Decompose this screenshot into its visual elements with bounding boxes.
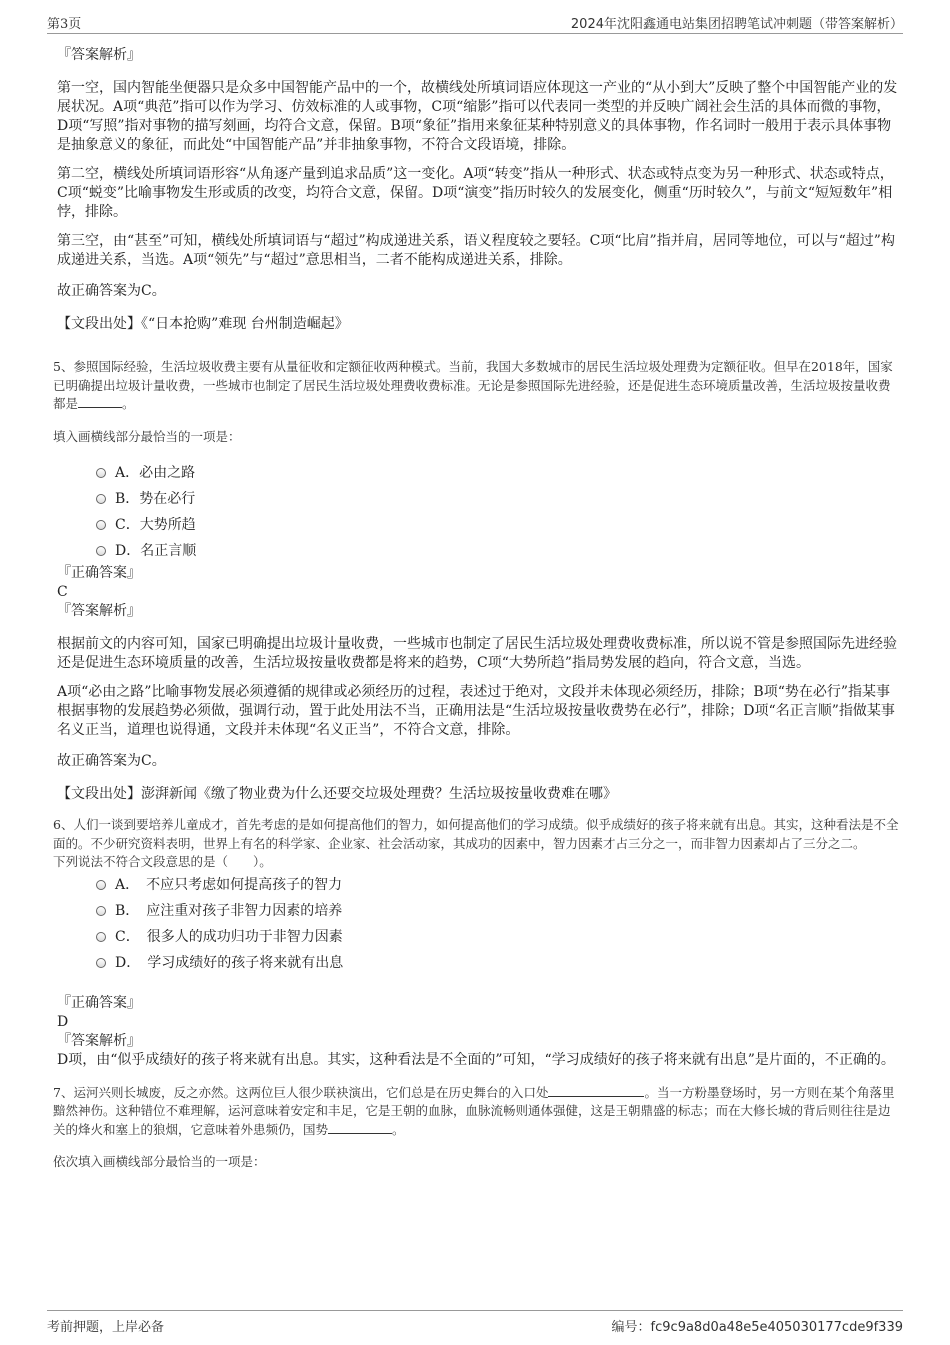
q4-analysis-p2: 第二空，横线处所填词语形容“从角逐产量到追求品质”这一变化。A项“转变”指从一种形式、状态或特点变为另一种形式、状态或特点，C项“蜕变”比喻事物发生形或质的改变，均符合文意，保留。D项“演变”指历时较久的发展变化，侧重“历时较久”，与前文“短短数年”相悖，排除。 <box>57 166 894 220</box>
q6-option-b[interactable]: B． 应注重对孩子非智力因素的培养 <box>96 898 900 924</box>
q5-option-b[interactable]: B．势在必行 <box>96 486 900 512</box>
q7-prompt: 依次填入画横线部分最恰当的一项是： <box>53 1154 266 1169</box>
q5-analysis-p1: 根据前文的内容可知，国家已明确提出垃圾计量收费，一些城市也制定了居民生活垃圾处理费收费标准，所以说不管是参照国际先进经验还是促进生态环境质量的改善，生活垃圾按量收费都是将来的趋势，C项“大势所趋”指局势发展的趋向，符合文意，当选。 <box>57 636 897 671</box>
q5-option-c[interactable]: C．大势所趋 <box>96 512 900 538</box>
q6-prompt: 下列说法不符合文段意思的是（ ）。 <box>53 854 272 869</box>
q6-analysis-p1: D项，由“似乎成绩好的孩子将来就有出息。其实，这种看法是不全面的”可知，“学习成绩好的孩子将来就有出息”是片面的，不正确的。 <box>57 1051 895 1068</box>
footer-code: 编号：fc9c9a8d0a48e5e405030177cde9f339 <box>611 1320 903 1335</box>
page-number: 第3页 <box>47 17 82 32</box>
q5-options <box>96 460 900 564</box>
q4-analysis-p3: 第三空，由“甚至”可知，横线处所填词语与“超过”构成递进关系，语义程度较之要轻。C项“比肩”指并肩，居同等地位，可以与“超过”构成递进关系，当选。A项“领先”与“超过”意思相当，二者不能构成递进关系，排除。 <box>57 233 895 268</box>
q6-option-d[interactable]: D． 学习成绩好的孩子将来就有出息 <box>96 950 900 976</box>
page-header <box>47 13 903 34</box>
q5-answer-label: 『正确答案』 <box>57 565 141 581</box>
q6-answer: D <box>57 1013 69 1030</box>
radio-icon[interactable] <box>96 546 106 556</box>
q5-answer: C <box>57 584 68 600</box>
radio-icon[interactable] <box>96 880 106 890</box>
main-content <box>53 46 900 1172</box>
q5-source: 【文段出处】澎湃新闻《缴了物业费为什么还要交垃圾处理费？生活垃圾按量收费难在哪》 <box>57 786 617 802</box>
q6-answer-label: 『正确答案』 <box>57 994 141 1011</box>
q5-analysis-p2: A项“必由之路”比喻事物发展必须遵循的规律或必须经历的过程，表述过于绝对，文段并未体现必须经历，排除；B项“势在必行”指某事根据事物的发展趋势必须做，强调行动，置于此处用法不当，正确用法是“生活垃圾按量收费势在必行”，排除；D项“名正言顺”指做某事名义正当，道理也说得通，文段并未体现“名义正当”，不符合文意，排除。 <box>57 684 895 738</box>
q7-blank-2 <box>328 1133 392 1134</box>
q4-conclusion: 故正确答案为C。 <box>57 283 166 299</box>
radio-icon[interactable] <box>96 520 106 530</box>
radio-icon[interactable] <box>96 958 106 968</box>
q5-analysis-label: 『答案解析』 <box>57 603 141 619</box>
radio-icon[interactable] <box>96 932 106 942</box>
q5-stem: 5、参照国际经验，生活垃圾收费主要有从量征收和定额征收两种模式。当前，我国大多数城市的居民生活垃圾处理费为定额征收。但早在2018年，国家已明确提出垃圾计量收费，一些城市也制定了居民生活垃圾处理费收费标准。无论是参照国际先进经验，还是促进生态环境质量改善，生活垃圾按量收费都是 。 <box>53 359 893 411</box>
q7-blank-1 <box>548 1096 644 1097</box>
document-title: 2024年沈阳鑫通电站集团招聘笔试冲刺题（带答案解析） <box>570 17 903 32</box>
q4-analysis-label: 『答案解析』 <box>57 47 141 63</box>
q4-analysis-p1: 第一空，国内智能坐便器只是众多中国智能产品中的一个，故横线处所填词语应体现这一产业的“从小到大”反映了整个中国智能产业的发展状况。A项“典范”指可以作为学习、仿效标准的人或事物，C项“缩影”指可以代表同一类型的并反映广阔社会生活的具体而微的事物，D项“写照”指对事物的描写刻画，均符合文意，保留。B项“象征”指用来象征某种特别意义的具体事物，作名词时一般用于表示具体事物是抽象意义的象征，而此处“中国智能产品”并非抽象事物，不符合文段语境，排除。 <box>57 80 898 153</box>
radio-icon[interactable] <box>96 494 106 504</box>
q5-option-a[interactable]: A．必由之路 <box>96 460 900 486</box>
q6-analysis-label: 『答案解析』 <box>57 1032 141 1049</box>
radio-icon[interactable] <box>96 468 106 478</box>
q5-blank <box>78 407 122 408</box>
q6-stem: 6、人们一谈到要培养儿童成才，首先考虑的是如何提高他们的智力，如何提高他们的学习成绩。似乎成绩好的孩子将来就有出息。其实，这种看法是不全面的。不少研究资料表明，世界上有名的科学家、企业家、社会活动家，其成功的因素中，智力因素才占三分之一，而非智力因素却占了三分之二。 <box>53 817 899 851</box>
q6-option-a[interactable]: A． 不应只考虑如何提高孩子的智力 <box>96 872 900 898</box>
q6-options <box>96 872 900 976</box>
q5-prompt: 填入画横线部分最恰当的一项是： <box>53 428 241 444</box>
q7-stem: 7、运河兴则长城废，反之亦然。这两位巨人很少联袂演出，它们总是在历史舞台的入口处 。当一方粉墨登场时，另一方则在某个角落里黯然神伤。这种错位不难理解，运河意味着安定和丰足，它是王朝的血脉，血脉流畅则通体强健，这是王朝鼎盛的标志；而在大修长城的背后则往往是边关的烽火和塞上的狼烟，它意味着外患频仍，国势 。 <box>53 1084 895 1137</box>
q4-source: 【文段出处】《“日本抢购”难现 台州制造崛起》 <box>57 316 349 332</box>
page-footer <box>47 1310 903 1335</box>
q6-option-c[interactable]: C． 很多人的成功归功于非智力因素 <box>96 924 900 950</box>
q5-conclusion: 故正确答案为C。 <box>57 753 166 769</box>
footer-slogan: 考前押题，上岸必备 <box>47 1320 165 1335</box>
q5-option-d[interactable]: D．名正言顺 <box>96 538 900 564</box>
radio-icon[interactable] <box>96 906 106 916</box>
